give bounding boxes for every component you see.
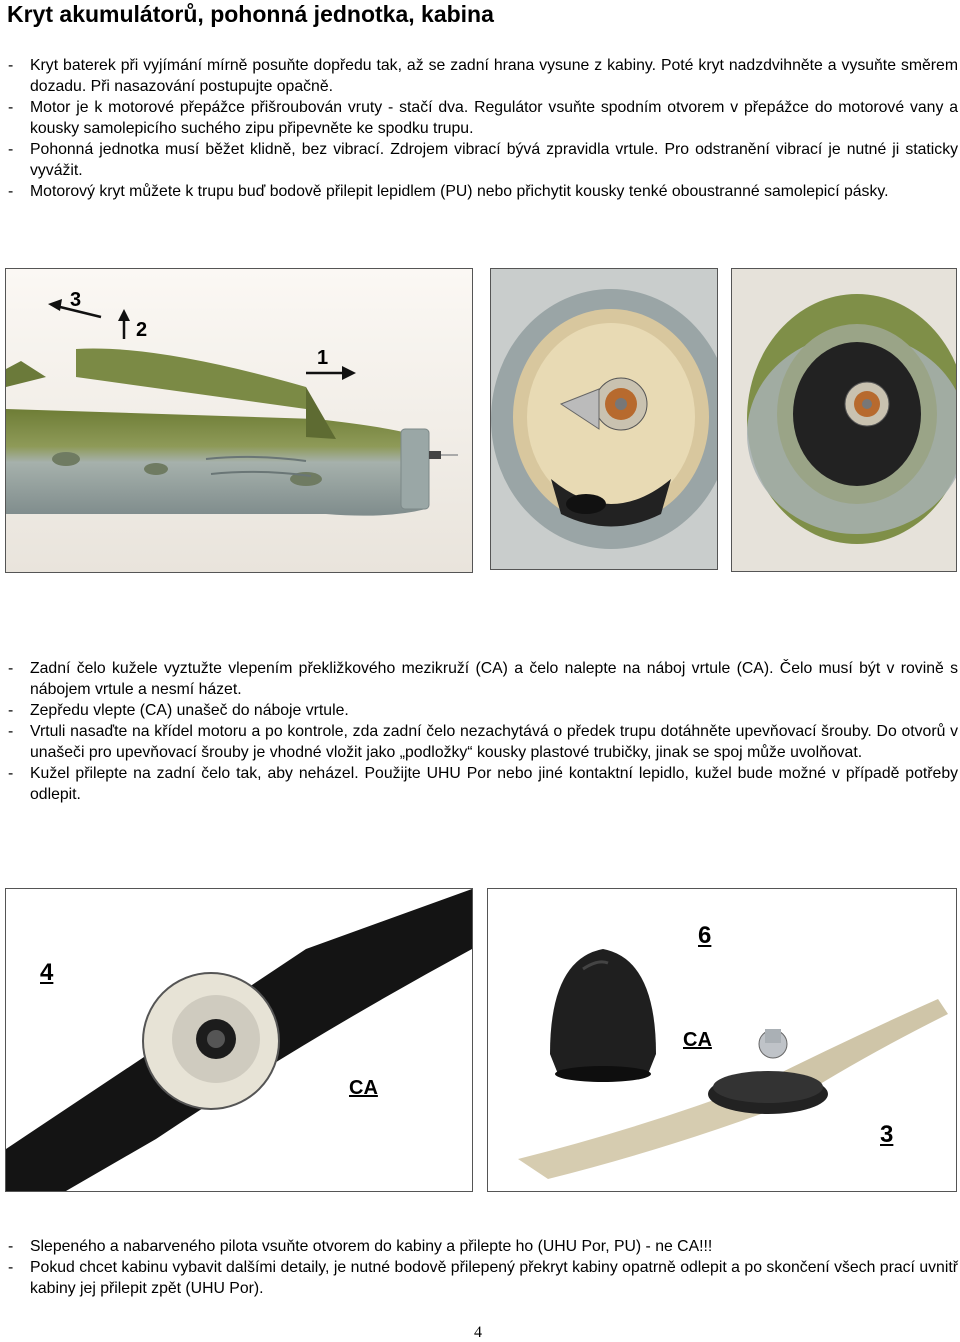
list-item bbox=[8, 700, 958, 721]
list-item bbox=[8, 139, 958, 181]
list-item-text: Motorový kryt můžete k trupu buď bodově přilepit lepidlem (PU) nebo přichytit kousky tenké oboustranné samolepicí pásky. bbox=[30, 183, 889, 200]
list-item bbox=[8, 721, 958, 763]
propeller-backplate-photo bbox=[5, 888, 473, 1192]
list-bullet: - bbox=[8, 1259, 14, 1276]
motor-mount-photo bbox=[490, 268, 718, 570]
list-bullet: - bbox=[8, 183, 14, 200]
list-item-text: Kužel přilepte na zadní čelo tak, aby neházel. Použijte UHU Por nebo jiné kontaktní lepidlo, kužel bude možné v případě potřeby odlepit. bbox=[30, 765, 958, 803]
list-bullet: - bbox=[8, 702, 14, 719]
list-bullet: - bbox=[8, 660, 14, 677]
list-item-text: Vrtuli nasaďte na křídel motoru a po kontrole, zda zadní čelo nezachytává o předek trupu dotáhněte upevňovací šrouby. Do otvorů v unašeči pro upevňovací šrouby je vhodné vložit jako „podložky“ kousky plastové trubičky, jinak se spoj může uvolňovat. bbox=[30, 723, 958, 761]
list-item-text: Pohonná jednotka musí běžet klidně, bez vibrací. Zdrojem vibrací bývá zpravidla vrtule. Pro odstranění vibrací je nutné ji staticky vyvážit. bbox=[30, 141, 958, 179]
list-item bbox=[8, 763, 958, 805]
list-item bbox=[8, 181, 958, 202]
list-bullet: - bbox=[8, 723, 14, 740]
page-number: 4 bbox=[474, 1324, 482, 1341]
instructions-list-2 bbox=[8, 658, 958, 805]
step-label: 2 bbox=[136, 319, 148, 341]
list-bullet: - bbox=[8, 765, 14, 782]
list-item-text: Zepředu vlepte (CA) unašeč do náboje vrtule. bbox=[30, 702, 349, 719]
list-item bbox=[8, 55, 958, 97]
list-bullet: - bbox=[8, 1238, 14, 1255]
list-item-text: Zadní čelo kužele vyztužte vlepením překližkového mezikruží (CA) a čelo nalepte na náboj vrtule (CA). Čelo musí být v rovině s nábojem vrtule a nesmí házet. bbox=[30, 660, 958, 698]
step-label: 4 bbox=[40, 959, 54, 986]
fuselage-photo bbox=[5, 268, 473, 573]
list-item-text: Kryt baterek při vyjímání mírně posuňte dopředu tak, až se zadní hrana vysune z kabiny. Poté kryt nadzdvihněte a vysuňte směrem dozadu. Při nasazování postupujte opačně. bbox=[30, 57, 958, 95]
page-title: Kryt akumulátorů, pohonná jednotka, kabina bbox=[7, 1, 494, 27]
list-item bbox=[8, 658, 958, 700]
step-label: 1 bbox=[317, 347, 329, 369]
cowling-photo bbox=[731, 268, 957, 572]
list-item-text: Pokud chcet kabinu vybavit dalšími detaily, je nutné bodově přilepený překryt kabiny opatrně odlepit a po skončení všech prací uvnitř kabiny jej přilepit zpět (UHU Por). bbox=[30, 1259, 958, 1297]
instructions-list-3 bbox=[8, 1236, 958, 1299]
list-item-text: Motor je k motorové přepážce přišroubován vruty - stačí dva. Regulátor vsuňte spodním otvorem v přepážce do motorové vany a kousky samolepicího suchého zipu připevněte ke spodku trupu. bbox=[30, 99, 958, 137]
material-label: CA bbox=[349, 1077, 378, 1099]
list-bullet: - bbox=[8, 141, 14, 158]
step-label: 6 bbox=[698, 922, 712, 949]
step-label: 3 bbox=[880, 1121, 894, 1148]
list-item bbox=[8, 1236, 958, 1257]
list-item bbox=[8, 97, 958, 139]
spinner-prop-photo bbox=[487, 888, 957, 1192]
material-label: CA bbox=[683, 1029, 712, 1051]
list-item bbox=[8, 1257, 958, 1299]
list-item-text: Slepeného a nabarveného pilota vsuňte otvorem do kabiny a přilepte ho (UHU Por, PU) - ne CA!!! bbox=[30, 1238, 713, 1255]
instructions-list-1 bbox=[8, 55, 958, 202]
step-label: 3 bbox=[70, 289, 82, 311]
list-bullet: - bbox=[8, 57, 14, 74]
list-bullet: - bbox=[8, 99, 14, 116]
